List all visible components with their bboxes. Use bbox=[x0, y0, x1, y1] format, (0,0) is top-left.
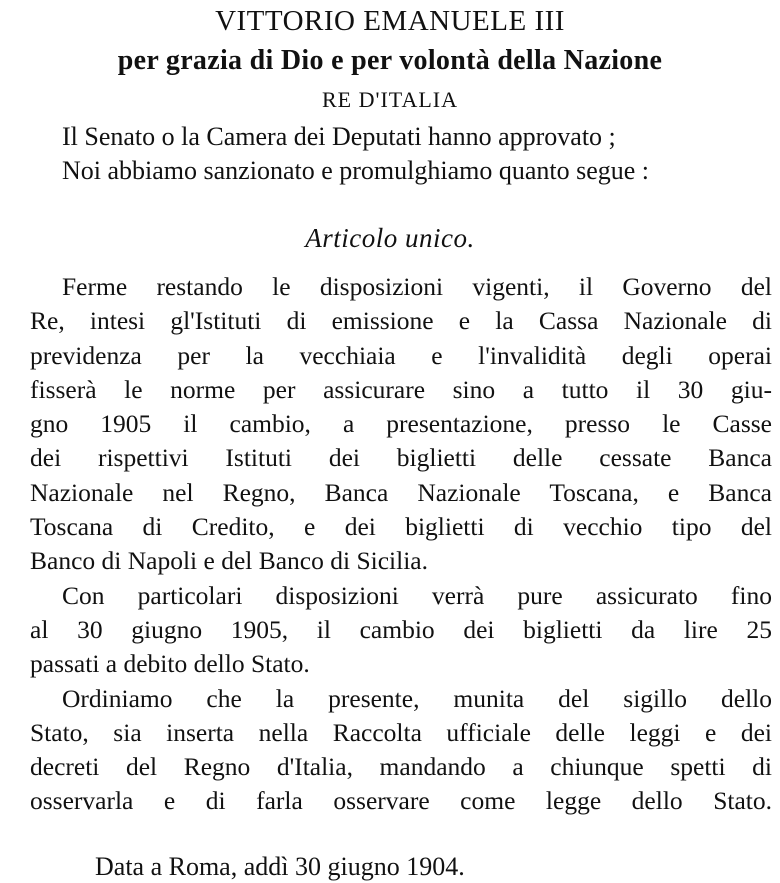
preamble bbox=[62, 120, 774, 188]
paragraph-line: al 30 giugno 1905, il cambio dei biglietti da lire 25 bbox=[30, 614, 772, 644]
paragraph-line: decreti del Regno d'Italia, mandando a chiunque spetti di bbox=[30, 752, 772, 782]
paragraph-line: Re, intesi gl'Istituti di emissione e la Cassa Nazionale di bbox=[30, 306, 772, 336]
paragraph-line: Con particolari disposizioni verrà pure assicurato fino bbox=[62, 580, 772, 610]
paragraph-line: previdenza per la vecchiaia e l'invalidità degli operai bbox=[30, 340, 772, 370]
decree-king-title: RE D'ITALIA bbox=[321, 87, 458, 112]
paragraph-line: gno 1905 il cambio, a presentazione, presso le Casse bbox=[30, 409, 772, 439]
paragraph-line: Nazionale nel Regno, Banca Nazionale Toscana, e Banca bbox=[30, 477, 772, 507]
paragraph-line: Banco di Napoli e del Banco di Sicilia. bbox=[30, 546, 428, 576]
decree-subtitle: per grazia di Dio e per volontà della Nazione bbox=[117, 45, 663, 76]
preamble-line: Noi abbiamo sanzionato e promulghiamo quanto segue : bbox=[62, 156, 650, 185]
date-line: Data a Roma, addì 30 giugno 1904. bbox=[95, 852, 465, 881]
paragraph-line: Ferme restando le disposizioni vigenti, il Governo del bbox=[62, 272, 772, 301]
paragraph-line: Ordiniamo che la presente, munita del sigillo dello bbox=[62, 683, 772, 713]
article-body bbox=[30, 270, 772, 819]
decree-title: VITTORIO EMANUELE III bbox=[215, 5, 565, 37]
paragraph-line: osservarla e di farla osservare come legge dello Stato. bbox=[30, 786, 772, 816]
paragraph-line: Toscana di Credito, e dei biglietti di vecchio tipo del bbox=[30, 512, 772, 542]
article-heading: Articolo unico. bbox=[305, 223, 475, 253]
paragraph-line: Stato, sia inserta nella Raccolta ufficiale delle leggi e dei bbox=[30, 717, 772, 747]
paragraph-line: passati a debito dello Stato. bbox=[30, 649, 310, 679]
paragraph-line: dei rispettivi Istituti dei biglietti delle cessate Banca bbox=[30, 443, 772, 473]
paragraph-line: fisserà le norme per assicurare sino a tutto il 30 giu- bbox=[30, 374, 772, 404]
preamble-line: Il Senato o la Camera dei Deputati hanno approvato ; bbox=[62, 122, 616, 151]
